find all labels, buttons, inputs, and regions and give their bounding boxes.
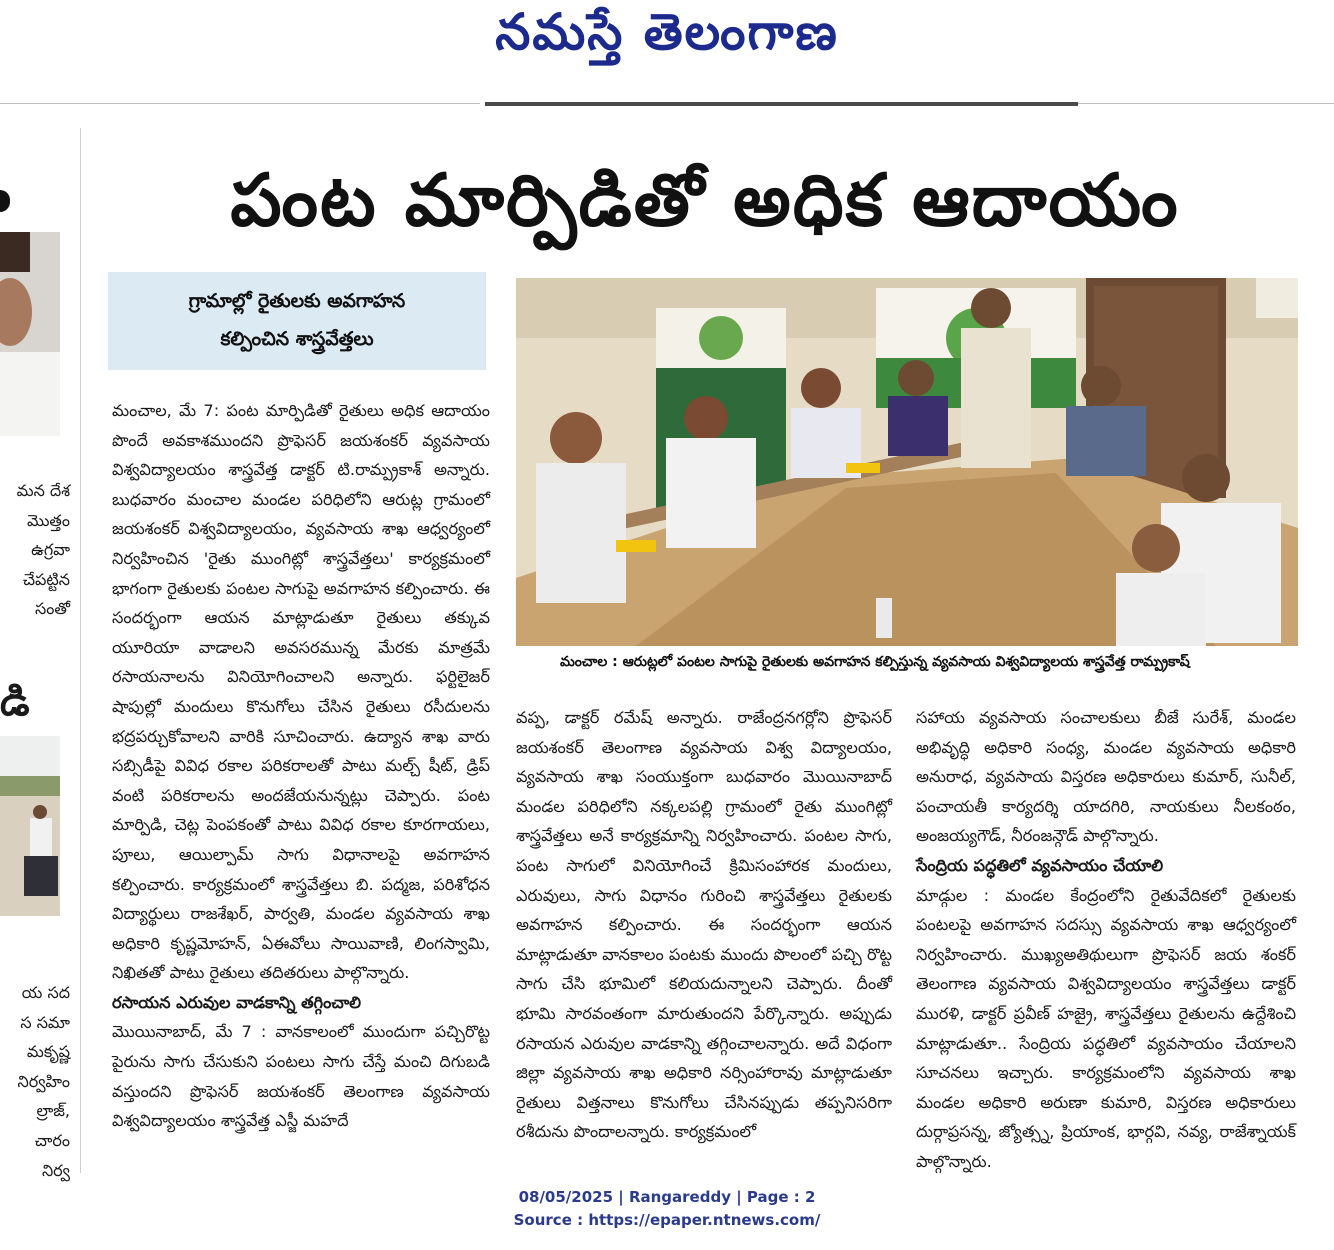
left-strip-text-a (0, 476, 70, 624)
left-strip-line: చేపట్టిన (22, 569, 70, 589)
left-strip-photo-bottom (0, 736, 60, 916)
left-strip-line: నిర్వ (41, 1160, 70, 1180)
left-strip-dot (0, 190, 10, 212)
left-strip-photo-top (0, 232, 60, 436)
photo-caption: మంచాల : ఆరుట్లలో పంటల సాగుపై రైతులకు అవగాహన కల్పిస్తున్న వ్యవసాయ విశ్వవిద్యాలయ శాస్త్రవేత్త రామ్ప్రకాష్ (560, 654, 1190, 670)
left-strip-line: ఉగ్రవా (31, 540, 70, 560)
article-subheading: సేంద్రియ పద్ధతిలో వ్యవసాయం చేయాలి (916, 855, 1164, 875)
meeting-scene-illustration (516, 278, 1298, 646)
subheadline-line: గ్రామాల్లో రైతులకు అవగాహన (188, 290, 406, 312)
page-footer (0, 1186, 1334, 1232)
masthead-rule-dark (485, 102, 1078, 106)
article-subheading: రసాయన ఎరువుల వాడకాన్ని తగ్గించాలి (112, 992, 362, 1012)
article-paragraph: వప్ప, డాక్టర్ రమేష్ అన్నారు. రాజేంద్రనగర్లోని ప్రొఫెసర్ జయశంకర్ తెలంగాణ వ్యవసాయ విశ్వ విద్యాలయం, వ్యవసాయ శాఖ సంయుక్తంగా బుధవారం మొయినాబాద్ మండల పరిధిలోని నక్కలపల్లి గ్రామంలో రైతు ముంగిట్లో శాస్త్రవేత్తలు అనే కార్యక్రమాన్ని నిర్వహించారు. పంటల సాగు, పంట సాగులో వినియోగించే క్రిమిసంహారక మందులు, ఎరువులు, సాగు విధానం గురించి శాస్త్రవేత్తలు రైతులకు అవగాహన కల్పించారు. ఈ సందర్భంగా ఆయన మాట్లాడుతూ వానకాలం పంటకు ముందు పొలంలో పచ్చి రొట్ట సాగు చేసి భూమిలో కలియదున్నాలని చెప్పారు. దీంతో భూమి సారవంతంగా మారుతుందని పేర్కొన్నారు. అప్పుడు రసాయన ఎరువుల వాడకాన్ని తగ్గించాలన్నారు. అదే విధంగా జిల్లా వ్యవసాయ శాఖ అధికారి నర్సింహారావు మాట్లాడుతూ రైతులు విత్తనాలు కొనుగోలు చేసినప్పుడు తప్పనిసరిగా రశీదును పొందాలన్నారు. కార్యక్రమంలో (516, 708, 892, 1142)
left-strip-line: య సద (21, 983, 70, 1002)
left-strip-line: మకృష్ణ (26, 1042, 70, 1062)
column-divider (80, 128, 81, 1173)
article-headline: పంట మార్పిడితో అధిక ఆదాయం (230, 158, 1180, 242)
article-column-2 (516, 703, 892, 1147)
left-strip-line: నిర్వహిం (17, 1071, 70, 1091)
article-photo (516, 278, 1298, 646)
masthead-rule (0, 103, 480, 104)
article-paragraph: మొయినాబాద్, మే 7 : వానకాలంలో ముందుగా పచ్చిరొట్ట పైరును సాగు చేసుకుని పంటలు సాగు చేస్తే మంచి దిగుబడి వస్తుందని ప్రొఫెసర్ జయశంకర్ తెలంగాణ వ్యవసాయ విశ్వవిద్యాలయం శాస్త్రవేత్త ఎస్జీ మహదే (112, 1022, 490, 1131)
masthead (0, 0, 1334, 84)
newspaper-title: నమస్తే తెలంగాణ (495, 2, 839, 61)
masthead-rule (1078, 103, 1334, 104)
article-column-1 (112, 396, 490, 1136)
article-paragraph: మంచాల, మే 7: పంట మార్పిడితో రైతులు అధిక ఆదాయం పొందే అవకాశముందని ప్రొఫెసర్ జయశంకర్ వ్యవసాయ విశ్వవిద్యాలయం శాస్త్రవేత్త డాక్టర్ టి.రామ్ప్రకాశ్ అన్నారు. బుధవారం మంచాల మండల పరిధిలోని ఆరుట్ల గ్రామంలో జయశంకర్ విశ్వవిద్యాలయం, వ్యవసాయ శాఖ ఆధ్వర్యంలో నిర్వహించిన 'రైతు ముంగిట్లో శాస్త్రవేత్తలు' కార్యక్రమంలో భాగంగా రైతులకు పంటల సాగుపై అవగాహన కల్పించారు. ఈ సందర్భంగా ఆయన మాట్లాడుతూ రైతులు తక్కువ యూరియా వాడాలని అవసరమున్న మేరకు మాత్రమే రసాయనాలను వినియోగించాలని అన్నారు. ఫర్టిలైజర్ షాపుల్లో మందులు కొనుగోలు చేసిన రైతులు రసీదులను భద్రపర్చుకోవాలని వారికి సూచించారు. ఉద్యాన శాఖ వారు సబ్సిడీపై వివిధ రకాల పరికరాలతో పాటు మల్చ్ షీట్, డ్రిప్ వంటి పరికరాలను అందజేయనున్నట్లు చెప్పారు. పంట మార్పిడి, చెట్ల పెంపకంతో పాటు వివిధ రకాల కూరగాయలు, పూలు, ఆయిల్పామ్ సాగు విధానాలపై అవగాహన కల్పించారు. కార్యక్రమంలో శాస్త్రవేత్తలు బి. పద్మజ, పరిశోధన విద్యార్థులు రాజశేఖర్, పార్వతి, మండల వ్యవసాయ శాఖ అధికారి కృష్ణమోహన్, ఏఈవోలు సాయివాణి, లింగస్వామి, నిఖితతో పాటు రైతులు తదితరులు పాల్గొన్నారు. (112, 401, 490, 983)
article-column-3 (916, 703, 1296, 1177)
source-link[interactable]: Source : https://epaper.ntnews.com/ (513, 1211, 821, 1229)
left-strip-line: చారం (34, 1130, 70, 1150)
left-strip-text-b (0, 978, 70, 1185)
left-strip-line: మన దేశ (16, 481, 70, 500)
subheadline-line: కల్పించిన శాస్త్రవేత్తలు (220, 328, 374, 350)
left-strip-headline: డి (0, 679, 30, 725)
subheadline-box (108, 272, 486, 370)
left-strip-line: ల్రాజ్, (36, 1101, 70, 1121)
article-paragraph: మాడ్గుల : మండల కేంద్రంలోని రైతువేదికలో రైతులకు పంటలపై అవగాహన సదస్సు వ్యవసాయ శాఖ ఆధ్వర్యంలో నిర్వహించారు. ముఖ్యఅతిథులుగా ప్రొఫెసర్ జయ శంకర్ తెలంగాణ వ్యవసాయ విశ్వవిద్యాలయం శాస్త్రవేత్తలు డాక్టర్ మురళి, డాక్టర్ ప్రవీణ్ హజ్రై, శాస్త్రవేత్తలు రైతులను ఉద్దేశించి మాట్లాడుతూ.. సేంద్రియ పద్ధతిలో వ్యవసాయం చేయాలని సూచనలు ఇచ్చారు. కార్యక్రమంలోని వ్యవసాయ శాఖ మండల అధికారి అరుణా కుమారి, విస్తరణ అధికారులు దుర్గాప్రసన్న, జ్యోత్స్న, ప్రియాంక, భార్గవి, నవ్య, రాజేశ్నాయక్ పాల్గొన్నారు. (916, 885, 1296, 1171)
left-strip-line: మొత్తం (26, 510, 70, 530)
left-strip-line: స సమా (20, 1012, 70, 1032)
article-paragraph: సహాయ వ్యవసాయ సంచాలకులు బీజే సురేశ్, మండల అభివృద్ధి అధికారి సంధ్య, మండల వ్యవసాయ అధికారి అనురాధ, వ్యవసాయ విస్తరణ అధికారులు కుమార్, సునీల్, పంచాయతీ కార్యదర్శి యాదగిరి, నాయకులు నీలకంఠం, అంజయ్యగౌడ్, నీరంజన్గౌడ్ పాల్గొన్నారు. (916, 708, 1296, 846)
left-strip-line: సంతో (35, 599, 70, 619)
edition-info: 08/05/2025 | Rangareddy | Page : 2 (518, 1188, 816, 1206)
